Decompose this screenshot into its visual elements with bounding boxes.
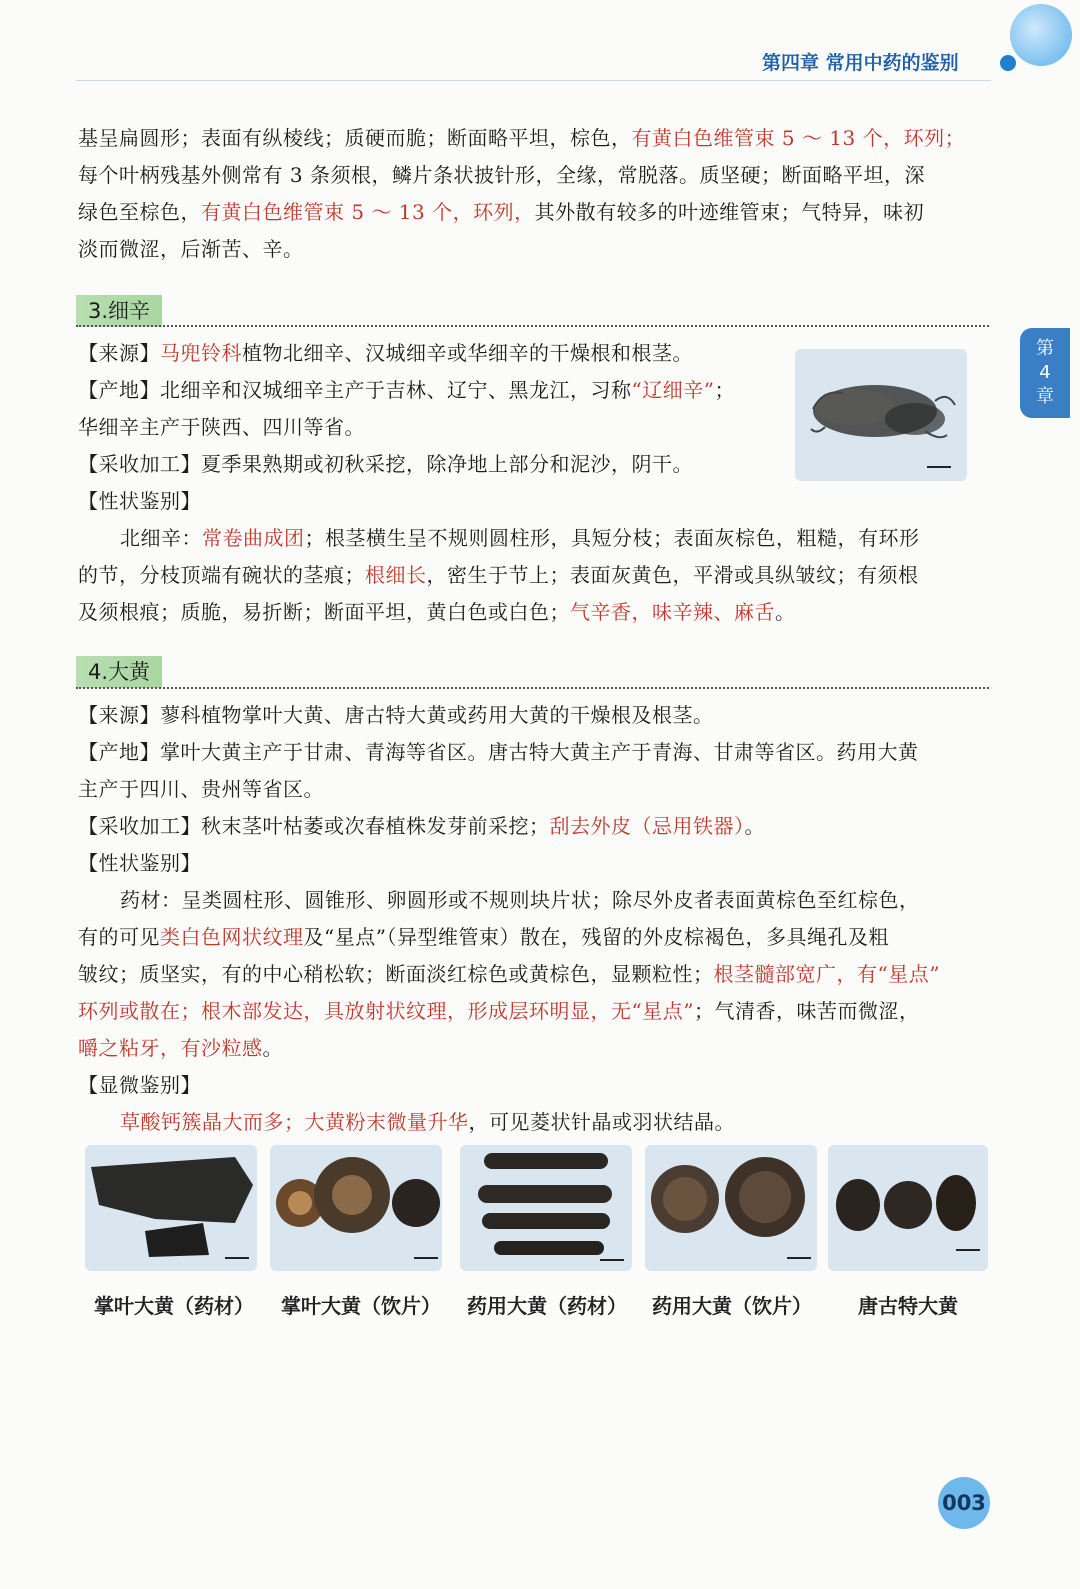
text-span: 植物北细辛、汉城细辛或华细辛的干燥根和根茎。 [242, 341, 693, 365]
text-span: 其外散有较多的叶迹维管束；气特异，味初 [534, 200, 925, 224]
chapter-tab-char: 第 [1036, 338, 1054, 359]
text-span: 秋末茎叶枯萎或次春植株发芽前采挖； [201, 814, 550, 838]
photo-caption: 掌叶大黄（饮片） [281, 1294, 441, 1318]
trait-line [78, 919, 990, 956]
photo-caption: 药用大黄（药材） [467, 1294, 627, 1318]
highlight-text: 常卷曲成团 [202, 526, 305, 550]
highlight-text: 刮去外皮（忌用铁器） [549, 814, 745, 838]
intro-line [78, 231, 990, 268]
photo-caption: 掌叶大黄（药材） [94, 1294, 254, 1318]
text-span: 蓼科植物掌叶大黄、唐古特大黄或药用大黄的干燥根及根茎。 [160, 703, 714, 727]
trait-line [78, 557, 990, 594]
text-span: 基呈扁圆形；表面有纵棱线；质硬而脆；断面略平坦，棕色， [78, 126, 632, 150]
section-heading-xixin: 3.细辛 [76, 295, 162, 327]
header-decoration-bubble [1010, 4, 1072, 66]
photo-yaoyong-yaocai [460, 1145, 632, 1271]
photo-tanggute [828, 1145, 988, 1271]
highlight-text: 马兜铃科 [160, 341, 242, 365]
trait-line [78, 882, 990, 919]
trait-line [78, 520, 990, 557]
text-span: 华细辛主产于陕西、四川等省。 [78, 415, 365, 439]
intro-line [78, 194, 990, 231]
highlight-text: 草酸钙簇晶大而多；大黄粉末微量升华 [120, 1110, 469, 1134]
chapter-tab-num: 4 [1039, 362, 1051, 383]
text-span: 皱纹；质坚实，有的中心稍松软；断面淡红棕色或黄棕色，显颗粒性； [78, 962, 714, 986]
highlight-text: 气辛香，味辛辣、麻舌 [570, 600, 775, 624]
text-span: ；根茎横生呈不规则圆柱形，具短分枝；表面灰棕色，粗糙，有环形 [304, 526, 920, 550]
process-line [78, 808, 990, 845]
scale-bar [787, 1257, 811, 1259]
text-span: 及“星点”（异型维管束）散在，残留的外皮棕褐色，多具绳孔及粗 [303, 925, 889, 949]
xixin-photo [795, 349, 967, 481]
specimen-image [270, 1145, 442, 1271]
micro-line [78, 1104, 990, 1141]
scale-bar [225, 1257, 249, 1259]
origin-line-2 [78, 409, 778, 446]
highlight-text: 有黄白色维管束 5 ～ 13 个，环列， [201, 200, 535, 224]
text-span: 。 [775, 600, 796, 624]
text-span: 淡而微涩，后渐苦、辛。 [78, 237, 304, 261]
xixin-info [78, 335, 778, 520]
chapter-title: 第四章 常用中药的鉴别 [762, 52, 959, 74]
trait-line [78, 594, 990, 631]
photo-yaoyong-yinpian [645, 1145, 817, 1271]
source-line [78, 335, 778, 372]
origin-line [78, 734, 990, 771]
highlight-text: 根茎髓部宽广，有“星点” [713, 962, 940, 986]
text-span: 。 [744, 814, 765, 838]
scale-bar [956, 1249, 980, 1251]
text-span: ；气清香，味苦而微涩， [693, 999, 920, 1023]
scale-bar [927, 466, 951, 468]
xixin-specimen-image [795, 349, 967, 481]
section-heading-dahuang: 4.大黄 [76, 656, 162, 688]
highlight-text: 环列或散在；根木部发达，具放射状纹理，形成层环明显，无“星点” [78, 999, 694, 1023]
highlight-text: 嚼之粘牙，有沙粒感 [78, 1036, 263, 1060]
field-label: 【产地】 [78, 740, 160, 764]
scale-bar [414, 1257, 438, 1259]
xixin-trait-paragraph [78, 520, 990, 631]
specimen-image [85, 1145, 257, 1271]
highlight-text: 有黄白色维管束 5 ～ 13 个，环列； [631, 126, 966, 150]
photo-zhangye-yinpian [270, 1145, 442, 1271]
text-span: 药材：呈类圆柱形、圆锥形、卵圆形或不规则块片状；除尽外皮者表面黄棕色至红棕色， [120, 888, 920, 912]
trait-line [78, 1030, 990, 1067]
trait-line [78, 993, 990, 1030]
text-span: ； [714, 378, 735, 402]
intro-paragraph [78, 120, 990, 268]
intro-line [78, 157, 990, 194]
field-label: 【采收加工】 [78, 814, 201, 838]
field-label: 【性状鉴别】 [78, 851, 201, 875]
photo-caption: 唐古特大黄 [858, 1294, 958, 1318]
field-label: 【来源】 [78, 703, 160, 727]
section-divider [76, 687, 989, 689]
section-divider [76, 325, 989, 327]
specimen-image [645, 1145, 817, 1271]
chapter-tab-char: 章 [1036, 386, 1054, 407]
text-span: 掌叶大黄主产于甘肃、青海等省区。唐古特大黄主产于青海、甘肃等省区。药用大黄 [160, 740, 919, 764]
field-label: 【性状鉴别】 [78, 489, 201, 513]
page-number: 003 [938, 1477, 990, 1529]
source-line [78, 697, 990, 734]
text-span: 绿色至棕色， [78, 200, 201, 224]
dahuang-info [78, 697, 990, 1141]
micro-label-line [78, 1067, 990, 1104]
origin-line [78, 372, 778, 409]
highlight-text: “辽细辛” [631, 378, 715, 402]
field-label: 【产地】 [78, 378, 160, 402]
highlight-text: 根细长 [365, 563, 427, 587]
process-line [78, 446, 778, 483]
trait-line [78, 956, 990, 993]
field-label: 【来源】 [78, 341, 160, 365]
field-label: 【显微鉴别】 [78, 1073, 201, 1097]
header-dot-icon [1000, 55, 1016, 71]
specimen-image [460, 1145, 632, 1271]
text-span: 及须根痕；质脆，易折断；断面平坦，黄白色或白色； [78, 600, 570, 624]
field-label: 【采收加工】 [78, 452, 201, 476]
text-span: 有的可见 [78, 925, 160, 949]
photo-zhangye-yaocai [85, 1145, 257, 1271]
text-span: ，密生于节上；表面灰黄色，平滑或具纵皱纹；有须根 [426, 563, 919, 587]
text-span: 。 [262, 1036, 283, 1060]
text-span: 的节，分枝顶端有碗状的茎痕； [78, 563, 365, 587]
intro-line [78, 120, 990, 157]
text-span: 夏季果熟期或初秋采挖，除净地上部分和泥沙，阴干。 [201, 452, 693, 476]
specimen-image [828, 1145, 988, 1271]
highlight-text: 类白色网状纹理 [160, 925, 304, 949]
photo-caption: 药用大黄（饮片） [652, 1294, 812, 1318]
header-divider [76, 80, 991, 81]
text-span: ，可见菱状针晶或羽状结晶。 [468, 1110, 735, 1134]
origin-line-2 [78, 771, 990, 808]
chapter-tab [1020, 328, 1070, 418]
trait-label-line [78, 845, 990, 882]
text-span: 北细辛和汉城细辛主产于吉林、辽宁、黑龙江，习称 [160, 378, 632, 402]
text-span: 北细辛： [120, 526, 202, 550]
trait-label-line [78, 483, 778, 520]
scale-bar [600, 1259, 624, 1261]
text-span: 每个叶柄残基外侧常有 3 条须根，鳞片条状披针形，全缘，常脱落。质坚硬；断面略平坦，深 [78, 163, 925, 187]
text-span: 主产于四川、贵州等省区。 [78, 777, 324, 801]
